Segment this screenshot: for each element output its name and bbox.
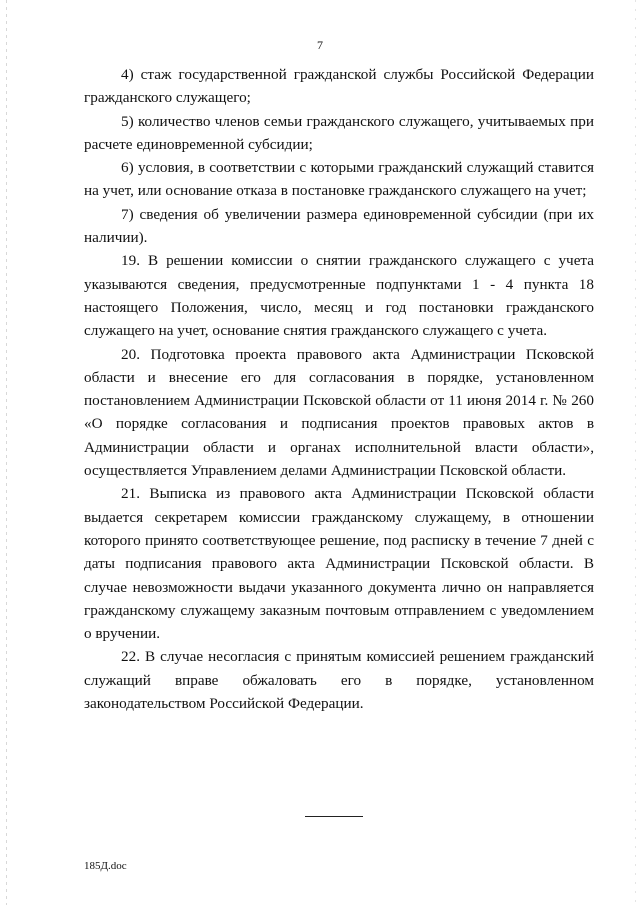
scan-edge-left [6, 0, 7, 905]
footer-filename: 185Д.doc [84, 860, 127, 872]
end-separator-line [305, 816, 363, 817]
paragraph-item-4: 4) стаж государственной гражданской службы Российской Федерации гражданского служащего; [84, 66, 594, 107]
scan-edge-right [635, 0, 636, 905]
paragraph-item-5: 5) количество членов семьи гражданского служащего, учитываемых при расчете единовременной субсидии; [84, 112, 594, 153]
paragraph-item-7: 7) сведения об увеличении размера единовременной субсидии (при их наличии). [84, 205, 594, 247]
paragraph-20: 20. Подготовка проекта правового акта Администрации Псковской области и внесение его для согласования в порядке, установленном постановлением Администрации Псковской области от 11 июня 2014 г. № 260 «О порядке согласования и подписания проектов правовых актов в Администрации области и органах исполнительной власти области», осуществляется Управлением делами Администрации Псковской области. [84, 345, 594, 480]
paragraph-19: 19. В решении комиссии о снятии гражданского служащего с учета указываются сведения, предусмотренные подпунктами 1 - 4 пункта 18 настоящего Положения, число, месяц и год постановки гражданского служащего на учет, основание снятия гражданского служащего с учета. [84, 252, 594, 340]
page-number: 7 [317, 38, 323, 52]
document-body [84, 63, 594, 715]
paragraph-22: 22. В случае несогласия с принятым комиссией решением гражданский служащий вправе обжаловать его в порядке, установленном законодательством Российской Федерации. [84, 648, 594, 713]
paragraph-21: 21. Выписка из правового акта Администрации Псковской области выдается секретарем комиссии гражданскому служащему, в отношении которого принято соответствующее решение, под расписку в течение 7 дней с даты подписания правового акта Администрации Псковской области. В случае невозможности выдачи указанного документа лично он направляется гражданскому служащему заказным почтовым отправлением с уведомлением о вручении. [84, 485, 594, 643]
paragraph-item-6: 6) условия, в соответствии с которыми гражданский служащий ставится на учет, или основание отказа в постановке гражданского служащего на учет; [84, 159, 594, 200]
